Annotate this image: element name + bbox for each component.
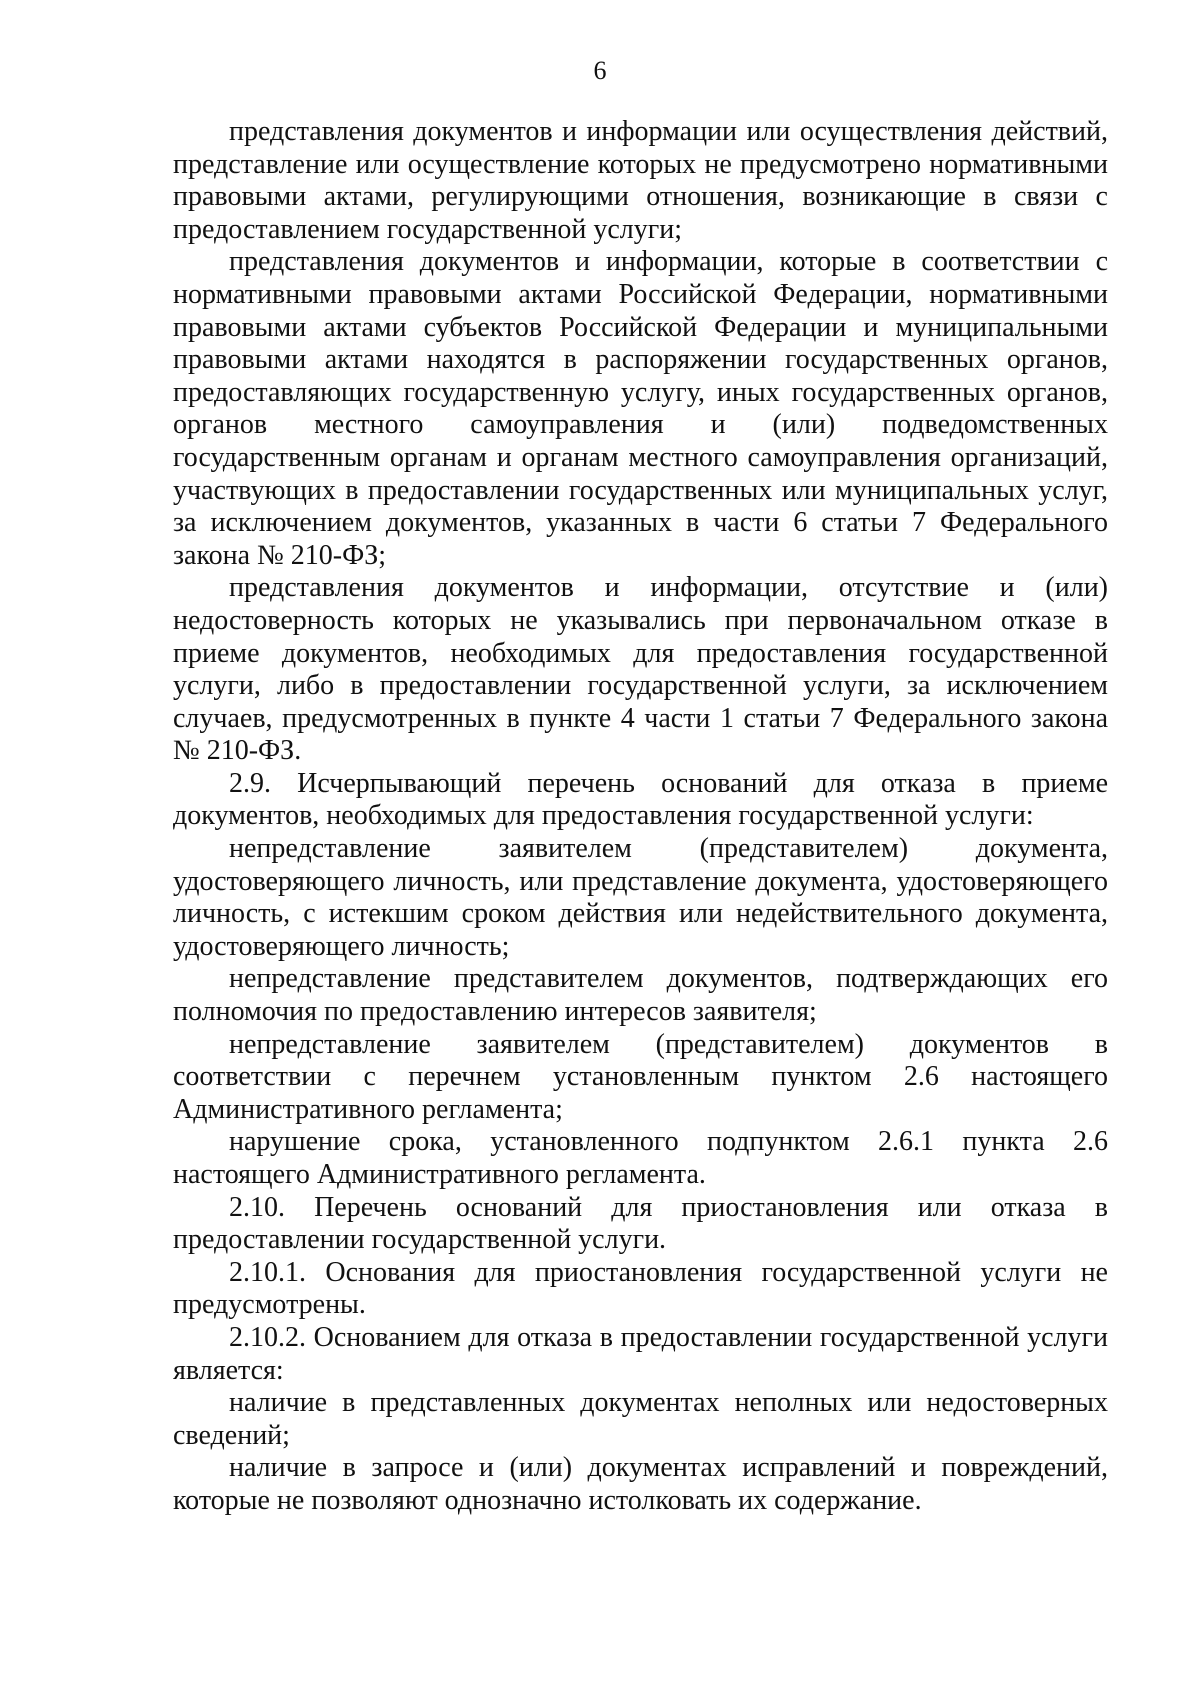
paragraph: представления документов и информации, которые в соответствии с нормативными правовыми актами Российской Федерации, нормативными правовыми актами субъектов Российской Федерации и муниципальными правовыми актами находятся в распоряжении государственных органов, предоставляющих государственную услугу, иных государственных органов, органов местного самоуправления и (или) подведомственных государственным органам и органам местного самоуправления организаций, участвующих в предоставлении государственных или муниципальных услуг, за исключением документов, указанных в части 6 статьи 7 Федерального закона № 210-ФЗ; — [173, 246, 1108, 571]
paragraph: непредставление заявителем (представителем) документа, удостоверяющего личность, или представление документа, удостоверяющего личность, с истекшим сроком действия или недействительного документа, удостоверяющего личность; — [173, 833, 1108, 962]
paragraph: нарушение срока, установленного подпунктом 2.6.1 пункта 2.6 настоящего Административного регламента. — [173, 1126, 1108, 1190]
section-2-9: 2.9. Исчерпывающий перечень оснований для отказа в приеме документов, необходимых для предоставления государственной услуги: — [173, 767, 1108, 832]
document-body — [173, 116, 1108, 1518]
paragraph: представления документов и информации или осуществления действий, представление или осуществление которых не предусмотрено нормативными правовыми актами, регулирующими отношения, возникающие в связи с предоставлением государственной услуги; — [173, 116, 1108, 245]
paragraph: представления документов и информации, отсутствие и (или) недостоверность которых не указывались при первоначальном отказе в приеме документов, необходимых для предоставления государственной услуги, либо в предоставлении государственной услуги, за исключением случаев, предусмотренных в пункте 4 части 1 статьи 7 Федерального закона № 210-ФЗ. — [173, 572, 1108, 767]
paragraph: непредставление заявителем (представителем) документов в соответствии с перечнем установленным пунктом 2.6 настоящего Административного регламента; — [173, 1028, 1108, 1125]
paragraph: наличие в запросе и (или) документах исправлений и повреждений, которые не позволяют однозначно истолковать их содержание. — [173, 1452, 1108, 1516]
section-2-10-2: 2.10.2. Основанием для отказа в предоставлении государственной услуги является: — [173, 1321, 1108, 1386]
section-2-10: 2.10. Перечень оснований для приостановления или отказа в предоставлении государственной услуги. — [173, 1191, 1108, 1256]
paragraph: наличие в представленных документах неполных или недостоверных сведений; — [173, 1387, 1108, 1451]
paragraph: непредставление представителем документов, подтверждающих его полномочия по предоставлению интересов заявителя; — [173, 963, 1108, 1028]
section-2-10-1: 2.10.1. Основания для приостановления государственной услуги не предусмотрены. — [173, 1256, 1108, 1321]
page-number: 6 — [593, 56, 607, 85]
